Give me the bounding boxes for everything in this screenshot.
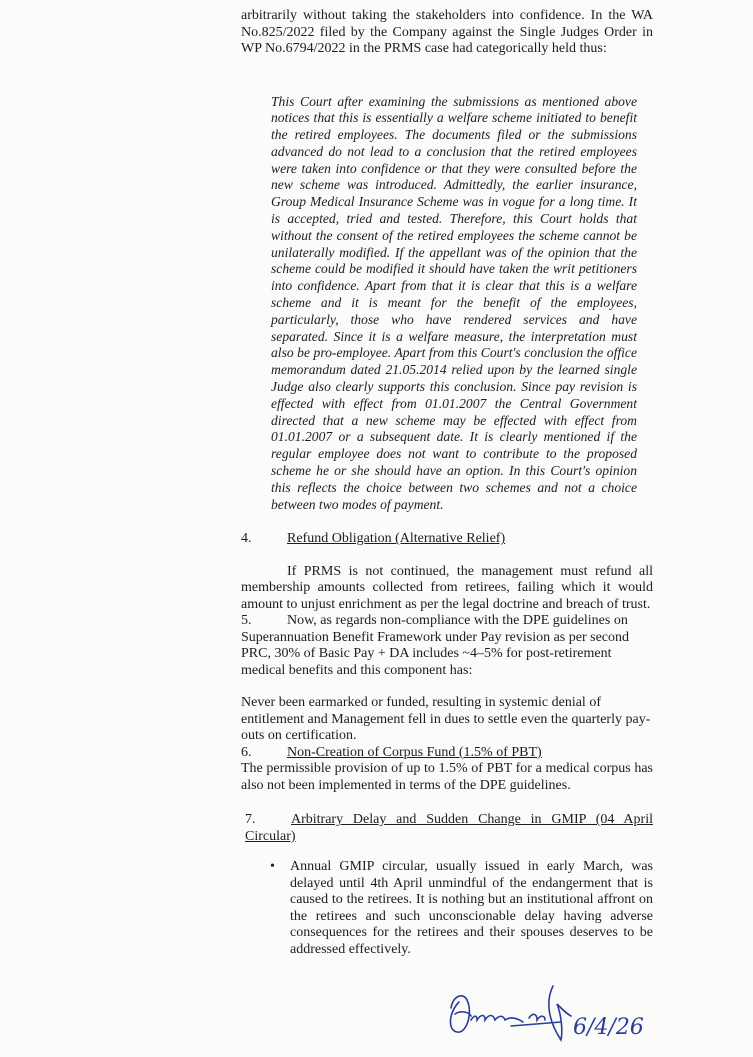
section-title: Refund Obligation (Alternative Relief) bbox=[287, 531, 506, 547]
section-5-followup: Never been earmarked or funded, resulting in systemic denial of entitlement and Management fell in dues to settle even the quarterly pay-outs on certification. bbox=[241, 695, 651, 744]
bullet-text: Annual GMIP circular, usually issued in early March, was delayed until 4th April unmindful of the endangerment that is caused to the retirees. It is nothing but an institutional affront on the retirees and such unconscionable delay having adverse consequences for the retirees and their spouses deserves to be addressed effectively. bbox=[290, 859, 653, 957]
section-number: 5. bbox=[241, 613, 252, 629]
handwritten-signature bbox=[441, 982, 661, 1052]
section-title: Non-Creation of Corpus Fund (1.5% of PBT) bbox=[287, 744, 542, 760]
section-title: Arbitrary Delay and Sudden Change in GMIP (04 April Circular) bbox=[245, 812, 653, 844]
bullet-icon: • bbox=[270, 859, 275, 875]
section-number: 4. bbox=[241, 531, 252, 547]
court-quote: This Court after examining the submissions as mentioned above notices that this is essentially a welfare scheme initiated to benefit the retired employees. The documents filed or the submissions advanced do not lead to a conclusion that the retired employees were taken into confidence or that they were consulted before the new scheme was introduced. Admittedly, the earlier insurance, Group Medical Insurance Scheme was in vogue for a long time. It is accepted, tried and tested. Therefore, this Court holds that without the consent of the retired employees the scheme cannot be unilaterally modified. If the appellant was of the opinion that the scheme could be modified it should have taken the writ petitioners into confidence. Apart from that it is clear that this is a welfare scheme and it is meant for the benefit of the employees, particularly, those who have rendered services and have separated. Since it is a welfare measure, the interpretation must also be pro-employee. Apart from this Court's conclusion the office memorandum dated 21.05.2014 relied upon by the learned single Judge also clearly supports this conclusion. Since pay revision is effected with effect from 01.01.2007 the Central Government directed that a new scheme may be effected with effect from 01.01.2007 or a subsequent date. It is clearly mentioned if the regular employee does not want to contribute to the proposed scheme he or she should have an option. In this Court's opinion this reflects the choice between two schemes and not a choice between two modes of payment. bbox=[271, 93, 637, 512]
section-body: Now, as regards non-compliance with the DPE guidelines on Superannuation Benefit Framework under Pay revision as per second PRC, 30% of Basic Pay + DA includes ~4–5% for post-retirement medical benefits and this component has: bbox=[241, 613, 630, 678]
document-body bbox=[241, 8, 653, 1052]
section-5-text bbox=[241, 613, 653, 679]
signature-icon bbox=[441, 982, 661, 1052]
section-number: 6. bbox=[241, 744, 252, 760]
intro-paragraph: arbitrarily without taking the stakeholders into confidence. In the WA No.825/2022 filed by the Company against the Single Judges Order in WP No.6794/2022 in the PRMS case had categorically held thus: bbox=[241, 8, 653, 56]
section-7-bullet bbox=[270, 859, 653, 958]
section-6-text: The permissible provision of up to 1.5% of PBT for a medical corpus has also not been implemented in terms of the DPE guidelines. bbox=[241, 761, 653, 793]
section-7-heading bbox=[245, 812, 653, 845]
section-number: 7. bbox=[245, 812, 256, 828]
signature-date: 6/4/26 bbox=[573, 1015, 644, 1041]
section-4-heading bbox=[241, 531, 653, 548]
section-6-heading bbox=[241, 745, 653, 762]
section-4-text: If PRMS is not continued, the management must refund all membership amounts collected from retirees, failing which it would amount to unjust enrichment as per the legal doctrine and breach of trust. bbox=[241, 563, 653, 612]
